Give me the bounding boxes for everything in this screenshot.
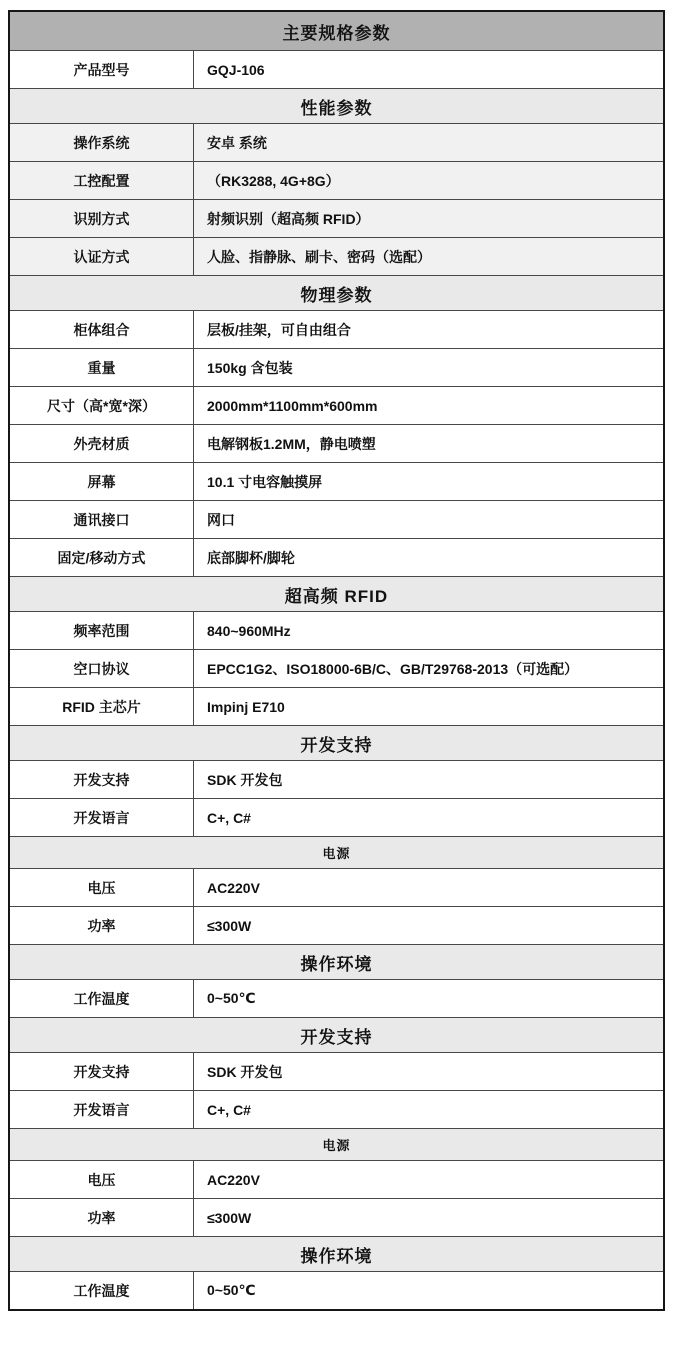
- spec-value: EPCC1G2、ISO18000-6B/C、GB/T29768-2013（可选配）: [207, 660, 579, 677]
- spec-row: [10, 1271, 663, 1309]
- spec-row: [10, 798, 663, 836]
- section-header-label: 物理参数: [300, 285, 373, 305]
- spec-row: [10, 649, 663, 687]
- spec-value: ≤300W: [207, 1209, 252, 1226]
- spec-row: [10, 1160, 663, 1198]
- spec-label: 空口协议: [10, 650, 194, 687]
- spec-row: [10, 386, 663, 424]
- spec-value: GQJ-106: [207, 61, 265, 78]
- spec-label: 产品型号: [10, 51, 194, 88]
- spec-value: 网口: [207, 511, 235, 528]
- section-header-label: 超高频 RFID: [284, 586, 389, 606]
- spec-label: 通讯接口: [10, 501, 194, 538]
- spec-row: [10, 687, 663, 725]
- spec-value: C+, C#: [207, 1101, 251, 1118]
- spec-label: 识别方式: [10, 200, 194, 237]
- sub-section-header-row: [10, 836, 663, 868]
- spec-value: AC220V: [207, 1171, 260, 1188]
- section-header-label: 电源: [322, 1138, 351, 1153]
- spec-label: 固定/移动方式: [10, 539, 194, 576]
- spec-value: SDK 开发包: [207, 1063, 283, 1080]
- spec-value: 射频识别（超高频 RFID）: [207, 210, 370, 227]
- section-header-label: 开发支持: [300, 1027, 373, 1047]
- spec-row: [10, 1090, 663, 1128]
- section-header-label: 开发支持: [300, 735, 373, 755]
- spec-row: [10, 538, 663, 576]
- spec-row: [10, 500, 663, 538]
- spec-value: 安卓 系统: [207, 134, 267, 151]
- table-title: 主要规格参数: [282, 23, 391, 43]
- spec-label: 外壳材质: [10, 425, 194, 462]
- spec-row: [10, 161, 663, 199]
- spec-label: 开发语言: [10, 799, 194, 836]
- section-header-row: [10, 275, 663, 310]
- spec-value: Impinj E710: [207, 698, 285, 715]
- spec-value: SDK 开发包: [207, 771, 283, 788]
- spec-row: [10, 760, 663, 798]
- spec-value: 840~960MHz: [207, 622, 291, 639]
- table-title-row: [10, 12, 663, 50]
- spec-value: ≤300W: [207, 917, 252, 934]
- section-header-label: 操作环境: [300, 1246, 373, 1266]
- section-header-label: 操作环境: [300, 954, 373, 974]
- spec-value: C+, C#: [207, 809, 251, 826]
- spec-label: 重量: [10, 349, 194, 386]
- spec-row: [10, 424, 663, 462]
- spec-label: 工作温度: [10, 980, 194, 1017]
- section-header-label: 电源: [322, 846, 351, 861]
- spec-row: [10, 348, 663, 386]
- spec-row: [10, 979, 663, 1017]
- spec-value: （RK3288, 4G+8G）: [207, 172, 340, 189]
- spec-label: 工控配置: [10, 162, 194, 199]
- spec-label: 工作温度: [10, 1272, 194, 1309]
- spec-label: 开发支持: [10, 761, 194, 798]
- spec-label: 电压: [10, 869, 194, 906]
- spec-row: [10, 199, 663, 237]
- section-header-row: [10, 88, 663, 123]
- spec-label: RFID 主芯片: [10, 688, 194, 725]
- spec-row: [10, 123, 663, 161]
- spec-row: [10, 462, 663, 500]
- spec-label: 尺寸（高*宽*深）: [10, 387, 194, 424]
- spec-value: AC220V: [207, 879, 260, 896]
- sub-section-header-row: [10, 1128, 663, 1160]
- spec-value: 人脸、指静脉、刷卡、密码（选配）: [207, 248, 431, 265]
- spec-value: 底部脚杯/脚轮: [207, 549, 295, 566]
- spec-label: 功率: [10, 907, 194, 944]
- spec-row: [10, 237, 663, 275]
- spec-value: 0~50℃: [207, 1282, 256, 1298]
- spec-label: 开发支持: [10, 1053, 194, 1090]
- spec-label: 操作系统: [10, 124, 194, 161]
- spec-value: 150kg 含包装: [207, 359, 293, 376]
- spec-value: 2000mm*1100mm*600mm: [207, 397, 378, 414]
- section-header-row: [10, 944, 663, 979]
- spec-row: [10, 611, 663, 649]
- spec-label: 功率: [10, 1199, 194, 1236]
- section-header-row: [10, 576, 663, 611]
- spec-label: 认证方式: [10, 238, 194, 275]
- spec-label: 屏幕: [10, 463, 194, 500]
- spec-label: 频率范围: [10, 612, 194, 649]
- spec-row: [10, 906, 663, 944]
- spec-value: 电解钢板1.2MM，静电喷塑: [207, 435, 376, 452]
- spec-row: [10, 310, 663, 348]
- spec-row: [10, 1052, 663, 1090]
- spec-row: [10, 1198, 663, 1236]
- spec-value: 10.1 寸电容触摸屏: [207, 473, 323, 490]
- section-header-row: [10, 1017, 663, 1052]
- spec-label: 电压: [10, 1161, 194, 1198]
- section-header-row: [10, 725, 663, 760]
- spec-row: [10, 868, 663, 906]
- section-header-row: [10, 1236, 663, 1271]
- spec-row: [10, 50, 663, 88]
- section-header-label: 性能参数: [300, 98, 373, 118]
- spec-value: 层板/挂架，可自由组合: [207, 321, 351, 338]
- specification-table: [8, 10, 665, 1311]
- spec-value: 0~50℃: [207, 990, 256, 1006]
- spec-label: 柜体组合: [10, 311, 194, 348]
- spec-label: 开发语言: [10, 1091, 194, 1128]
